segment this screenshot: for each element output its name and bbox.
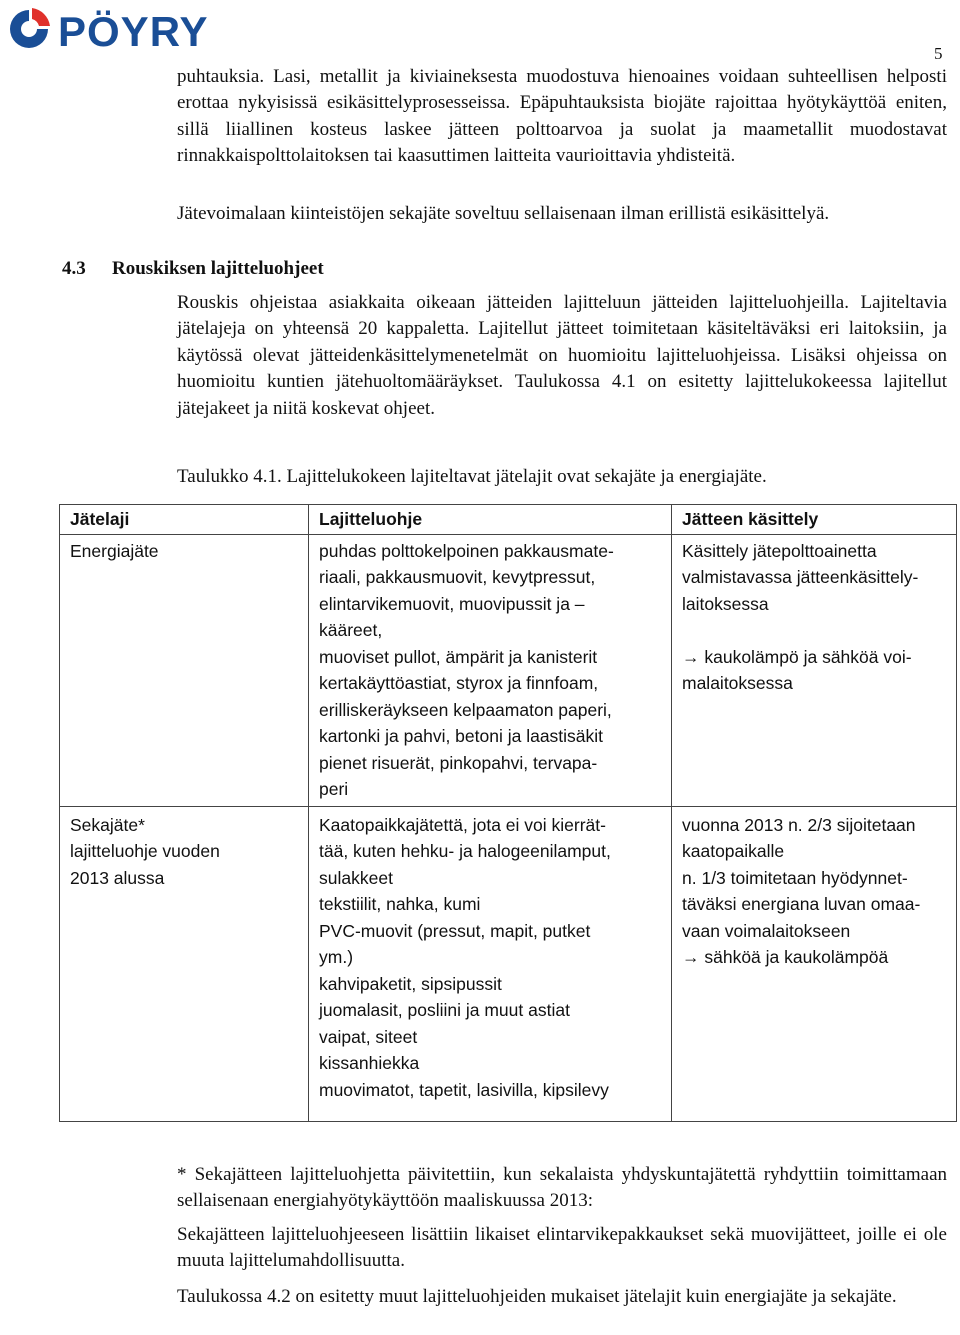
column-header: Lajitteluohje xyxy=(309,505,672,535)
cell-line: laitoksessa xyxy=(682,593,769,614)
cell-line: puhdas polttokelpoinen pakkausmate- xyxy=(319,540,614,561)
cell-line: muovimatot, tapetit, lasivilla, kipsilevy xyxy=(319,1079,609,1100)
cell-line: valmistavassa jätteenkäsittely- xyxy=(682,567,919,587)
cell-line: vuonna 2013 n. 2/3 sijoitetaan xyxy=(682,814,916,835)
table-row xyxy=(60,534,957,806)
cell-line: vaipat, siteet xyxy=(319,1026,418,1047)
cell-line: tekstiilit, nahka, kumi xyxy=(319,894,481,914)
blank-line xyxy=(682,617,950,644)
cell-line: tää, kuten hehku- ja halogeenilamput, xyxy=(319,841,611,861)
cell-line: juomalasit, posliini ja muut astiat xyxy=(319,1000,570,1020)
footnote-2: Sekajätteen lajitteluohjeeseen lisättiin likaiset elintarvikepakkaukset sekä muovijätteet, joille ei ole muuta lajittelumahdollisuutta. xyxy=(177,1224,947,1272)
instruction-cell xyxy=(309,534,672,806)
cell-line: → kaukolämpö ja sähköä voi- xyxy=(682,646,912,667)
waste-sorting-table xyxy=(59,504,957,1122)
paragraph-2: Jätevoimalaan kiinteistöjen sekajäte soveltuu sellaisenaan ilman erillistä esikäsittelyä. xyxy=(177,203,830,224)
column-header: Jätelaji xyxy=(60,505,309,535)
cell-line: kertakäyttöastiat, styrox ja finnfoam, xyxy=(319,673,599,693)
cell-line: Kaatopaikkajätettä, jota ei voi kierrät- xyxy=(319,814,606,835)
cell-line: kääreet, xyxy=(319,620,383,640)
cell-line: sulakkeet xyxy=(319,867,393,888)
table-caption: Taulukko 4.1. Lajittelukokeen lajiteltavat jätelajit ovat sekajäte ja energiajäte. xyxy=(177,466,767,487)
cell-line: täväksi energiana luvan omaa- xyxy=(682,894,921,914)
cell-line: kartonki ja pahvi, betoni ja laastisäkit xyxy=(319,726,604,746)
cell-line: peri xyxy=(319,779,349,799)
cell-line: muoviset pullot, ämpärit ja kanisterit xyxy=(319,646,598,667)
cell-line: kissanhiekka xyxy=(319,1053,420,1073)
cell-line: kaatopaikalle xyxy=(682,841,785,861)
handling-cell xyxy=(672,806,957,1122)
cell-line: erilliskeräykseen kelpaamaton paperi, xyxy=(319,699,612,720)
cell-line: Käsittely jätepolttoainetta xyxy=(682,540,877,561)
section-title: Rouskiksen lajitteluohjeet xyxy=(112,258,324,279)
cell-line: PVC-muovit (pressut, mapit, putket xyxy=(319,920,591,941)
section-heading xyxy=(62,258,324,280)
cell-line: vaan voimalaitokseen xyxy=(682,920,851,941)
footnote-3: Taulukossa 4.2 on esitetty muut lajitteluohjeiden mukaiset jätelajit kuin energiajäte ja sekajäte. xyxy=(177,1286,897,1307)
table-header-row xyxy=(60,505,957,535)
cell-line: lajitteluohje vuoden xyxy=(70,841,220,861)
cell-line: elintarvikemuovit, muovipussit ja – xyxy=(319,593,585,614)
page-number: 5 xyxy=(934,44,943,63)
cell-line: malaitoksessa xyxy=(682,673,793,693)
section-paragraph: Rouskis ohjeistaa asiakkaita oikeaan jätteiden lajitteluun jätteiden lajitteluohjeilla. Lajiteltavia jätelajeja on yhteensä 20 kappaletta. Lajitellut jätteet toimitetaan käsiteltäväksi eri laitoksiin, ja käytössä olevat jätteidenkäsittelymenetelmät on huomioitu lajitteluohjeissa. Lisäksi ohjeissa on huomioitu kuntien jätehuoltomääräykset. Taulukossa 4.1 on esitetty lajittelukokeessa lajitellut jätejakeet ja niitä koskevat ohjeet. xyxy=(177,292,947,419)
waste-type-cell xyxy=(60,806,309,1122)
cell-line: ym.) xyxy=(319,947,354,967)
cell-line: pienet risuerät, pinkopahvi, tervapa- xyxy=(319,752,598,773)
cell-line: n. 1/3 toimitetaan hyödynnet- xyxy=(682,867,908,888)
cell-line: kahvipaketit, sipsipussit xyxy=(319,973,502,994)
handling-cell xyxy=(672,534,957,806)
section-number: 4.3 xyxy=(62,258,86,279)
logo-mark-icon xyxy=(10,8,50,48)
intro-paragraph: puhtauksia. Lasi, metallit ja kiviaineksesta muodostuva hienoaines voidaan suhteellisen helposti erottaa nykyisissä esikäsittelyprosesseissa. Epäpuhtauksista biojäte rajoittaa hyötykäyttöä eniten, sillä liiallinen kosteus laskee jätteen polttoarvoa ja suolat ja maametallit muodostavat rinnakkaispolttolaitoksen tai kaasuttimen laitteita vaurioittavia yhdisteitä. xyxy=(177,66,947,167)
cell-line: riaali, pakkausmuovit, kevytpressut, xyxy=(319,567,596,587)
footnote-1: * Sekajätteen lajitteluohjetta päivitettiin, kun sekalaista yhdyskuntajätettä ryhdyttiin toimittamaan sellaisenaan energiahyötykäyttöön maaliskuussa 2013: xyxy=(177,1164,947,1212)
column-header: Jätteen käsittely xyxy=(672,505,957,535)
waste-type-cell xyxy=(60,534,309,806)
cell-line: Sekajäte* xyxy=(70,814,145,835)
table-row xyxy=(60,806,957,1122)
cell-line: Energiajäte xyxy=(70,540,159,561)
logo-text: PÖYRY xyxy=(58,8,209,52)
cell-line: → sähköä ja kaukolämpöä xyxy=(682,947,889,967)
poyry-logo xyxy=(6,6,246,52)
instruction-cell xyxy=(309,806,672,1122)
cell-line: 2013 alussa xyxy=(70,867,165,888)
